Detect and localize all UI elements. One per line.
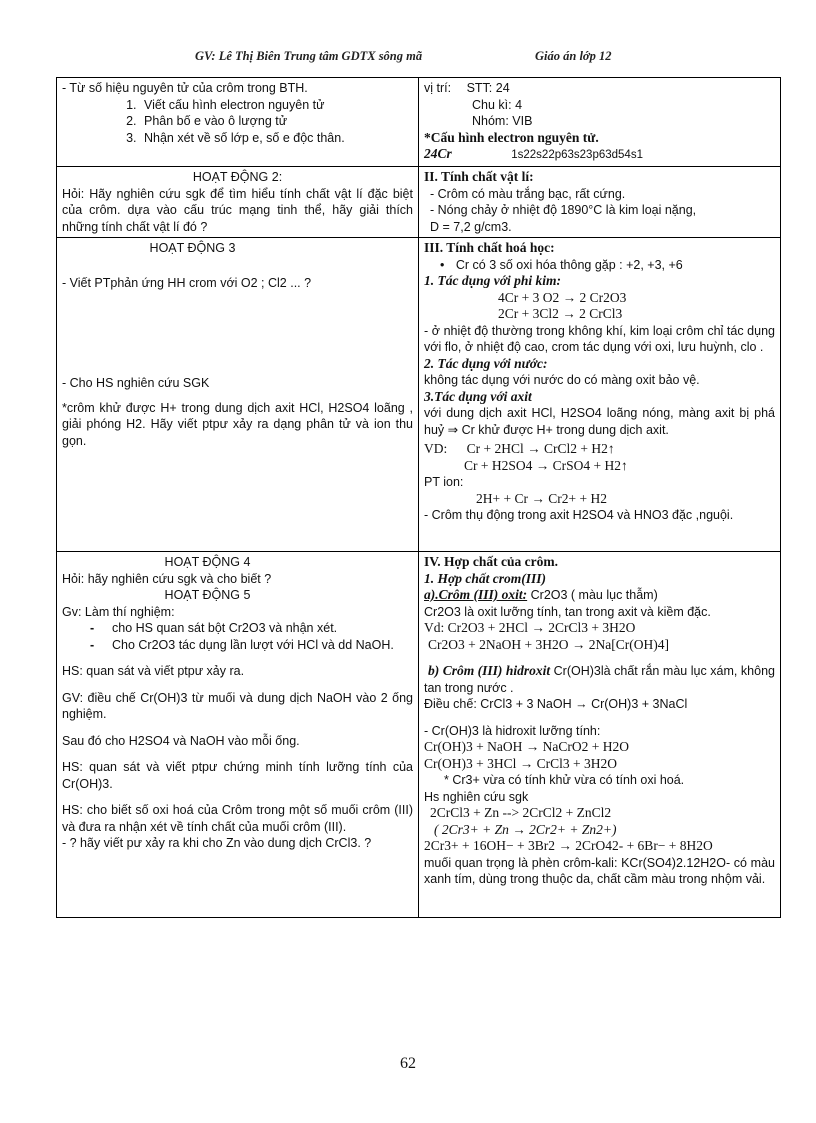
chemical-props-title: III. Tính chất hoá học: — [424, 240, 555, 255]
water-title: 2. Tác dụng với nước: — [424, 355, 548, 371]
hydroxide-description: Cr(OH)3là chất rắn màu lục xám, không tan trong nước . — [424, 664, 775, 695]
row3-left-cell — [57, 238, 419, 552]
row1-left-cell — [57, 78, 419, 167]
cr3-compounds-title: 1. Hợp chất crom(III) — [424, 570, 546, 586]
group-value: Nhóm: VIB — [472, 114, 533, 128]
equation: 2Cr3+ + 16OH− + 3Br2 → 2CrO42- + 6Br− + 8H2O — [424, 838, 713, 853]
physical-prop-3: D = 7,2 g/cm3. — [430, 219, 512, 234]
activity-5-title: HOẠT ĐỘNG 5 — [164, 588, 251, 602]
equation: 2CrCl3 + Zn --> 2CrCl2 + ZnCl2 — [430, 805, 612, 820]
nonmetal-note: - ở nhiệt độ thường trong không khí, kim loại crôm chỉ tác dụng với flo, ở nhiệt độ cao, crom tác dụng với oxi, lưu huỳnh, clo . — [424, 323, 775, 354]
page-number: 62 — [400, 1055, 416, 1072]
physical-prop-2: - Nóng chảy ở nhiệt độ 1890°C là kim loại nặng, — [430, 203, 697, 217]
activity-3-task-1: - Viết PTphản ứng HH crom với O2 ; Cl2 ... ? — [62, 275, 312, 290]
equation: 2H+ + Cr → Cr2+ + H2 — [476, 490, 607, 506]
student-task: HS: cho biết số oxi hoá của Crôm trong một số muối crôm (III) và đưa ra nhận xét về tính chất của muối crôm (III). — [62, 803, 413, 834]
final-question: - ? hãy viết pư xảy ra khi cho Zn vào dung dịch CrCl3. ? — [62, 836, 372, 850]
student-task: HS: quan sát và viết ptpư chứng minh tính lưỡng tính của Cr(OH)3. — [62, 760, 413, 791]
header-author: GV: Lê Thị Biên Trung tâm GDTX sông mã — [195, 49, 423, 63]
student-task: HS: quan sát và viết ptpư xảy ra. — [62, 664, 245, 678]
equation: Cr + 2HCl → CrCl2 + H2↑ — [466, 441, 615, 456]
teacher-instruction: GV: điều chế Cr(OH)3 từ muối và dung dịch NaOH vào 2 ống nghiệm. — [62, 690, 413, 721]
preparation: Điều chế: CrCl3 + 3 NaOH → Cr(OH)3 + 3NaCl — [424, 697, 688, 711]
study-note: Hs nghiên cứu sgk — [424, 789, 529, 804]
row4-left-cell — [57, 552, 419, 918]
activity-4-question: Hỏi: hãy nghiên cứu sgk và cho biết ? — [62, 571, 272, 586]
list-item: - Cho Cr2O3 tác dụng lần lượt với HCl và dd NaOH. — [90, 637, 413, 654]
stt-value: STT: 24 — [466, 81, 510, 95]
amphoteric-note: - Cr(OH)3 là hidroxit lưỡng tính: — [424, 723, 601, 738]
equation: Cr(OH)3 + 3HCl → CrCl3 + 3H2O — [424, 755, 617, 771]
equation: Vd: Cr2O3 + 2HCl → 2CrCl3 + 3H2O — [424, 620, 636, 635]
hydroxide-label: b) Crôm (III) hidroxit — [428, 663, 551, 678]
row4-right-cell — [419, 552, 781, 918]
oxide-color: Cr2O3 ( màu lục thẫm) — [530, 588, 658, 602]
activity-3-task-3: *crôm khử được H+ trong dung dịch axit HCl, H2SO4 loãng , giải phóng H2. Hãy viết ptpư xảy ra dạng phân tử và ion thu gọn. — [62, 400, 413, 448]
table-row — [57, 238, 781, 552]
oxide-label: a).Crôm (III) oxit: — [424, 587, 528, 602]
oxide-description: Cr2O3 là oxit lưỡng tính, tan trong axit và kiềm đặc. — [424, 604, 711, 619]
physical-props-title: II. Tính chất vật lí: — [424, 169, 534, 184]
steps-list — [62, 97, 413, 147]
passivity-note: - Crôm thụ động trong axit H2SO4 và HNO3 đặc ,nguội. — [424, 508, 734, 522]
acid-note: với dung dịch axit HCl, H2SO4 loãng nóng, màng axit bị phá huỷ ⇒ Cr khử được H+ trong dung dịch axit. — [424, 406, 775, 437]
list-item: 1. Viết cấu hình electron nguyên tử — [140, 97, 413, 114]
lesson-table — [56, 77, 781, 918]
activity-3-title: HOẠT ĐỘNG 3 — [149, 241, 236, 255]
experiment-list — [62, 620, 413, 653]
compounds-title: IV. Hợp chất của crôm. — [424, 554, 558, 569]
equation: Cr + H2SO4 → CrSO4 + H2↑ — [464, 457, 628, 473]
ion-label: PT ion: — [424, 475, 464, 489]
electron-config: 1s22s22p63s23p63d54s1 — [511, 149, 643, 161]
activity-4-title: HOẠT ĐỘNG 4 — [164, 555, 251, 569]
physical-prop-1: - Crôm có màu trắng bạc, rất cứng. — [430, 186, 626, 201]
config-title: *Cấu hình electron nguyên tử. — [424, 129, 599, 145]
teacher-instruction: Gv: Làm thí nghiệm: — [62, 604, 175, 619]
table-row — [57, 78, 781, 167]
example-label: VD: — [424, 441, 448, 456]
row3-right-cell — [419, 238, 781, 552]
equation: ( 2Cr3+ + Zn → 2Cr2+ + Zn2+) — [434, 821, 617, 837]
follow-up: Sau đó cho H2SO4 và NaOH vào mỗi ống. — [62, 733, 300, 748]
page-header — [195, 49, 755, 64]
equation: Cr(OH)3 + NaOH → NaCrO2 + H2O — [424, 739, 629, 754]
equation: 2Cr + 3Cl2 → 2 CrCl3 — [498, 306, 623, 321]
table-row — [57, 167, 781, 238]
header-title: Giáo án lớp 12 — [535, 49, 612, 63]
list-item: 3. Nhận xét về số lớp e, số e độc thân. — [140, 130, 413, 147]
list-item: 2. Phân bố e vào ô lượng tử — [140, 113, 413, 130]
activity-2-title: HOẠT ĐỘNG 2: — [192, 170, 283, 184]
row2-right-cell — [419, 167, 781, 238]
element-symbol: 24Cr — [424, 146, 452, 161]
row2-left-cell — [57, 167, 419, 238]
position-label: vị trí: — [424, 81, 452, 95]
intro-text: - Từ số hiệu nguyên tử của crôm trong BTH. — [62, 81, 308, 95]
activity-2-question: Hỏi: Hãy nghiên cứu sgk để tìm hiểu tính chất vật lí đặc biệt của crôm. dựa vào cấu trúc mạng tinh thể, hãy giải thích những tính chất vật lí đó ? — [62, 186, 413, 234]
oxidation-states: • Cr có 3 số oxi hóa thông gặp : +2, +3, +6 — [440, 257, 683, 272]
equation: Cr2O3 + 2NaOH + 3H2O → 2Na[Cr(OH)4] — [428, 636, 669, 652]
water-note: không tác dụng với nước do có màng oxit bảo vệ. — [424, 373, 700, 387]
alum-note: muối quan trọng là phèn crôm-kali: KCr(SO4)2.12H2O- có màu xanh tím, dùng trong thuộc da, chất cầm màu trong nhộm vải. — [424, 855, 775, 886]
table-row — [57, 552, 781, 918]
activity-3-task-2: - Cho HS nghiên cứu SGK — [62, 376, 210, 390]
list-item: - cho HS quan sát bột Cr2O3 và nhận xét. — [90, 620, 413, 637]
equation: 4Cr + 3 O2 → 2 Cr2O3 — [498, 289, 627, 305]
acid-title: 3.Tác dụng với axit — [424, 388, 532, 404]
period-value: Chu kì: 4 — [472, 97, 523, 112]
nonmetal-title: 1. Tác dụng với phi kim: — [424, 273, 561, 288]
cr3-note: * Cr3+ vừa có tính khử vừa có tính oxi hoá. — [444, 773, 685, 787]
row1-right-cell — [419, 78, 781, 167]
